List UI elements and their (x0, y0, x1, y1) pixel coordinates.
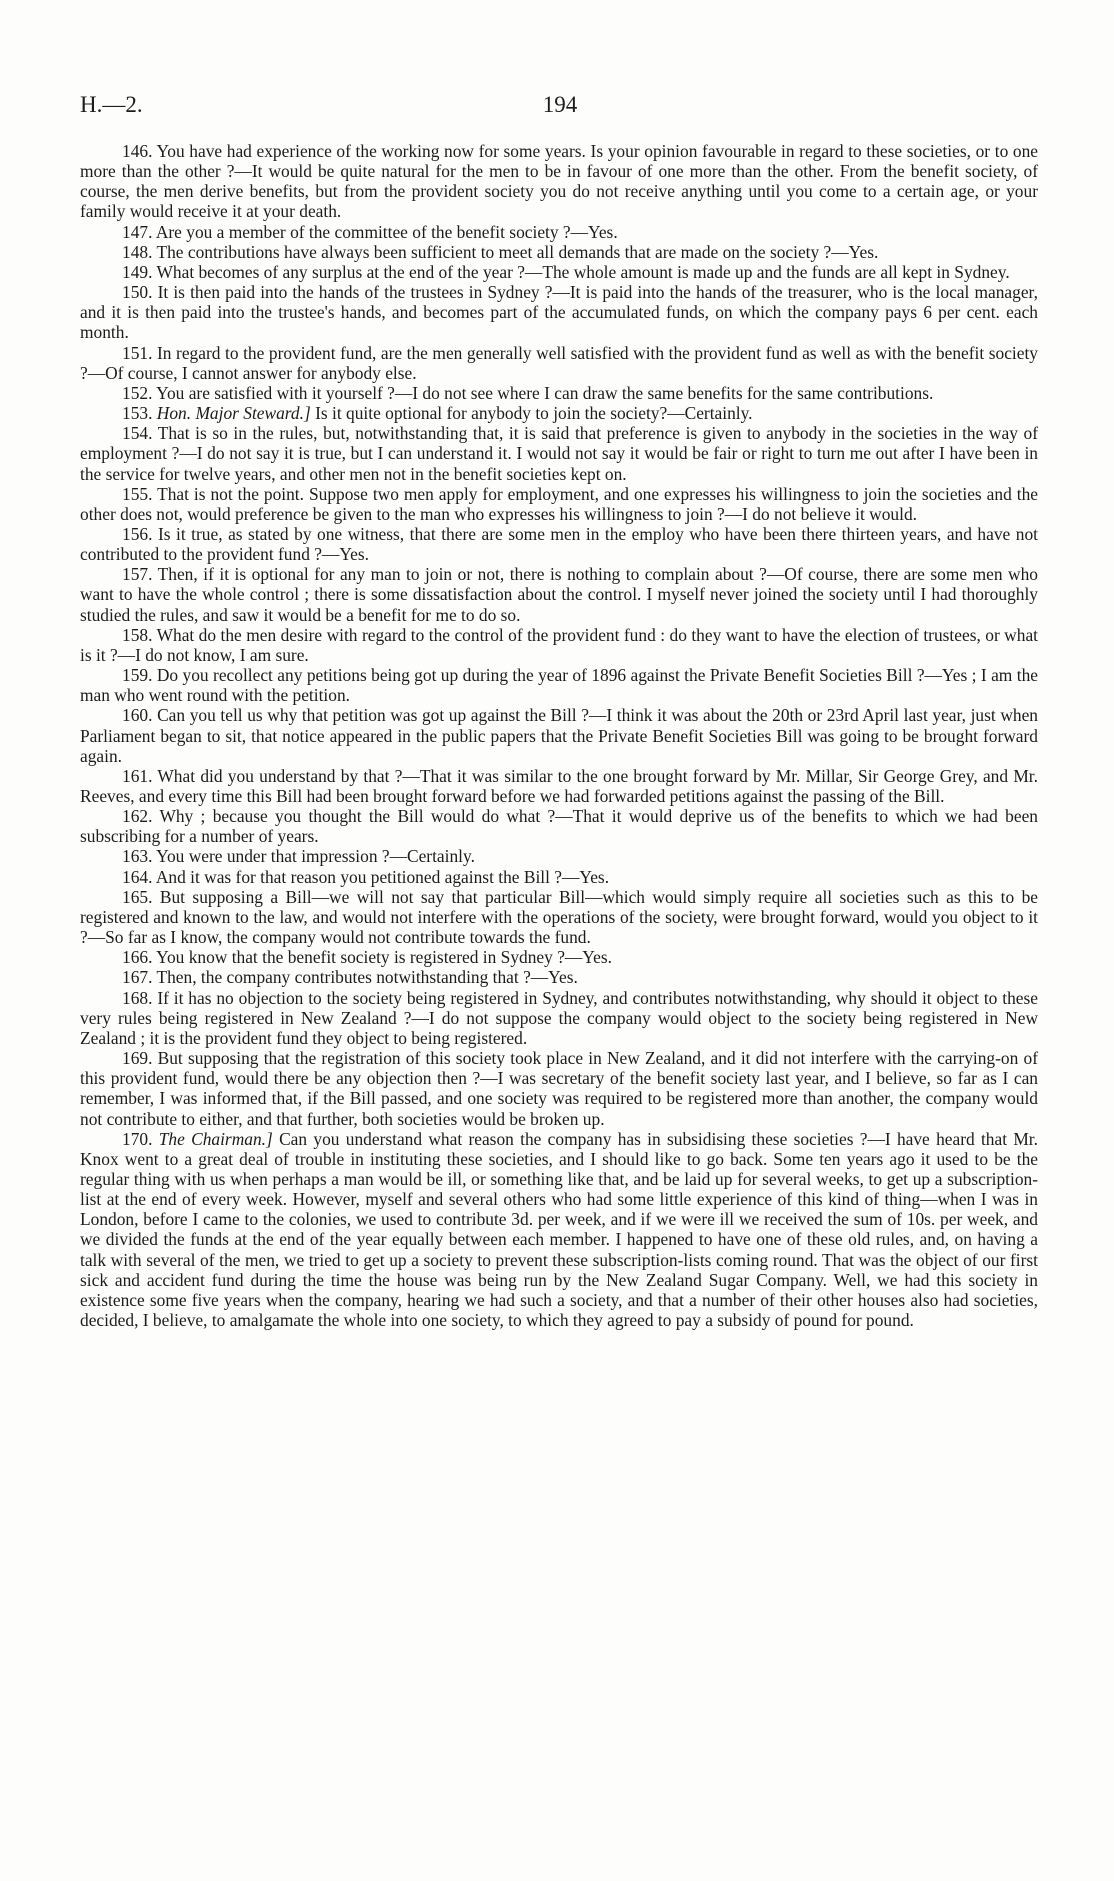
question-paragraph (80, 383, 1038, 403)
question-number: 168. (122, 987, 153, 1008)
speaker-name: The Chairman.] (158, 1128, 273, 1149)
question-text: And it was for that reason you petitioned against the Bill ?—Yes. (155, 866, 610, 887)
question-text: Why ; because you thought the Bill would do what ?—That it would deprive us of the benefits to which we had been subscribing for a number of years. (80, 806, 1038, 847)
question-paragraph (80, 222, 1038, 242)
question-number: 162. (122, 806, 153, 827)
question-text: You were under that impression ?—Certainly. (156, 846, 475, 867)
question-number: 155. (122, 483, 153, 504)
question-text: You are satisfied with it yourself ?—I do not see where I can draw the same benefits for the same contributions. (156, 382, 934, 403)
question-paragraph (80, 705, 1038, 765)
question-paragraph (80, 262, 1038, 282)
question-paragraph (80, 967, 1038, 987)
question-number: 146. (122, 141, 153, 161)
question-paragraph (80, 484, 1038, 524)
question-number: 152. (122, 382, 153, 403)
question-number: 170. (122, 1128, 153, 1149)
question-text: Are you a member of the committee of the benefit society ?—Yes. (155, 221, 618, 242)
question-paragraph (80, 766, 1038, 806)
question-text: It is then paid into the hands of the trustees in Sydney ?—It is paid into the hands of the treasurer, who is the local manager, and it is then paid into the trustee's hands, and becomes part of the accumulated funds, on which the company pays 6 per cent. each month. (80, 282, 1038, 343)
question-text: Can you understand what reason the company has in subsidising these societies ?—I have heard that Mr. Knox went to a great deal of trouble in instituting these societies, and I should like to go back. Some ten years ago it used to be the regular thing with us when perhaps a man would be ill, or something like that, and be laid up for several weeks, to get up a subscription-list at the end of every week. However, myself and several others who had some little experience of this kind of thing—when I was in London, before I came to the colonies, we used to contribute 3d. per week, and if we were ill we received the sum of 10s. per week, and we divided the funds at the end of the year equally between each member. I happened to have one of these old rules, and, on having a talk with several of the men, we tried to get up a society to prevent these subscription-lists coming round. That was the object of our first sick and accident fund during the time the house was being run by the New Zealand Sugar Company. Well, we had this society in existence some five years when the company, hearing we had such a society, and that a number of their other houses also had societies, decided, I believe, to amalgamate the whole into one society, to which they agreed to pay a subsidy of pound for pound. (80, 1128, 1038, 1331)
question-paragraph (80, 242, 1038, 262)
question-text: Then, if it is optional for any man to join or not, there is nothing to complain about ?—Of course, there are some men who want to have the whole control ; there is some dissatisfaction about the control. I myself never joined the society until I had thoroughly studied the rules, and saw it would be a benefit for me to do so. (80, 564, 1038, 625)
question-number: 163. (122, 846, 153, 867)
question-paragraph (80, 947, 1038, 967)
question-number: 166. (122, 947, 153, 968)
question-text: Do you recollect any petitions being got up during the year of 1896 against the Private Benefit Societies Bill ?—Yes ; I am the man who went round with the petition. (80, 665, 1038, 706)
question-number: 158. (122, 624, 153, 645)
question-text: The contributions have always been sufficient to meet all demands that are made on the society ?—Yes. (156, 241, 879, 262)
question-text: But supposing that the registration of this society took place in New Zealand, and it did not interfere with the carrying-on of this provident fund, would there be any objection then ?—I was secretary of the benefit society last year, and I believe, so far as I can remember, I was informed that, if the Bill passed, and one society was required to be registered more than another, the company would not contribute to either, and that further, both societies would be broken up. (80, 1048, 1038, 1129)
question-text: But supposing a Bill—we will not say that particular Bill—which would simply require all societies such as this to be registered and known to the law, and would not interfere with the operations of the society, were brought forward, would you object to it ?—So far as I know, the company would not contribute towards the fund. (80, 886, 1038, 948)
question-paragraph (80, 282, 1038, 342)
question-paragraph (80, 343, 1038, 383)
question-number: 149. (122, 261, 153, 282)
question-number: 147. (122, 221, 153, 242)
question-number: 164. (122, 866, 153, 887)
question-paragraph (80, 403, 1038, 423)
question-paragraph (80, 564, 1038, 624)
question-paragraph (80, 141, 1038, 222)
question-paragraph (80, 423, 1038, 483)
question-text: Then, the company contributes notwithstanding that ?—Yes. (156, 967, 578, 988)
question-text: That is not the point. Suppose two men apply for employment, and one expresses his willingness to join the societies and the other does not, would preference be given to the man who expresses his willingness to join ?—I do not believe it would. (80, 483, 1038, 524)
question-text: You know that the benefit society is registered in Sydney ?—Yes. (156, 947, 612, 968)
question-paragraph (80, 867, 1038, 887)
question-paragraph (80, 1129, 1038, 1331)
question-paragraph (80, 524, 1038, 564)
question-text: Is it true, as stated by one witness, that there are some men in the employ who have been there thirteen years, and have not contributed to the provident fund ?—Yes. (80, 523, 1038, 565)
question-number: 165. (122, 886, 153, 907)
question-paragraph (80, 806, 1038, 846)
question-text: Is it quite optional for anybody to join the society?—Certainly. (315, 403, 753, 424)
question-number: 151. (122, 342, 153, 363)
question-number: 154. (122, 423, 153, 444)
question-number: 157. (122, 564, 153, 585)
page-number: 194 (542, 92, 578, 117)
question-number: 153. (122, 403, 153, 424)
document-reference: H.—2. (80, 92, 143, 117)
question-text: What do the men desire with regard to the control of the provident fund : do they want to have the election of trustees, or what is it ?—I do not know, I am sure. (80, 624, 1038, 665)
question-number: 160. (122, 705, 153, 726)
question-text: Can you tell us why that petition was got up against the Bill ?—I think it was about the 20th or 23rd April last year, just when Parliament began to sit, that notice appeared in the public papers that the Private Benefit Societies Bill was going to be brought forward again. (80, 705, 1038, 766)
question-paragraph (80, 665, 1038, 705)
question-text: In regard to the provident fund, are the men generally well satisfied with the provident fund as well as with the benefit society ?—Of course, I cannot answer for anybody else. (80, 342, 1038, 383)
page-header (80, 92, 1040, 122)
question-paragraph (80, 887, 1038, 947)
question-paragraph (80, 625, 1038, 665)
question-number: 169. (122, 1048, 153, 1069)
question-number: 159. (122, 665, 153, 686)
question-number: 167. (122, 967, 153, 988)
question-text: What becomes of any surplus at the end of the year ?—The whole amount is made up and the funds are all kept in Sydney. (156, 261, 1010, 282)
document-body (80, 141, 1038, 1330)
question-paragraph (80, 1048, 1038, 1129)
question-number: 150. (122, 282, 153, 303)
question-text: What did you understand by that ?—That it was similar to the one brought forward by Mr. Millar, Sir George Grey, and Mr. Reeves, and every time this Bill had been brought forward before we had forwarded petitions against the passing of the Bill. (80, 765, 1038, 806)
question-text: You have had experience of the working now for some years. Is your opinion favourable in regard to these societies, or to one more than the other ?—It would be quite natural for the men to be in favour of one more than the other. From the benefit society, of course, the men derive benefits, but from the provident society you do not receive anything until you come to a certain age, or your family would receive it at your death. (80, 141, 1039, 222)
question-number: 156. (122, 523, 153, 544)
speaker-name: Hon. Major Steward.] (156, 403, 311, 424)
question-paragraph (80, 988, 1038, 1048)
question-text: That is so in the rules, but, notwithstanding that, it is said that preference is given to anybody in the societies in the way of employment ?—I do not say it is true, but I can understand it. I would not say it would be fair or right to turn me out after I have been in the service for twelve years, and other men not in the benefit societies kept on. (80, 423, 1038, 484)
question-text: If it has no objection to the society being registered in Sydney, and contributes notwithstanding, why should it object to these very rules being registered in New Zealand ?—I do not suppose the company would object to the society being registered in New Zealand ; it is the provident fund they object to being registered. (80, 987, 1038, 1048)
question-number: 148. (122, 241, 153, 262)
question-paragraph (80, 846, 1038, 866)
question-number: 161. (122, 765, 153, 786)
